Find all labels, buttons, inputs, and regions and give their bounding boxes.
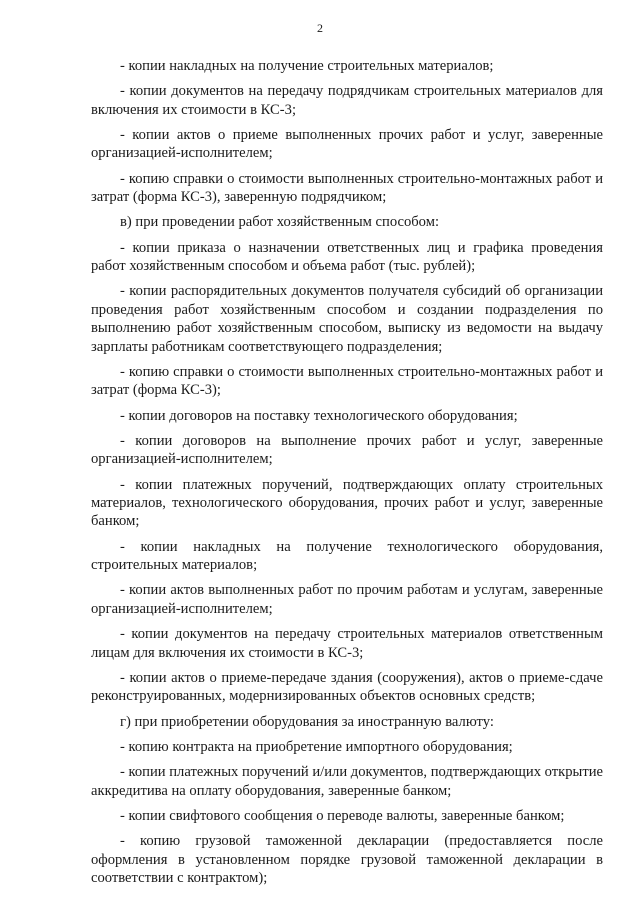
paragraph: - копии документов на передачу строительных материалов ответственным лицам для включения их стоимости в КС-3; [91, 626, 603, 661]
paragraph: - копии распорядительных документов получателя субсидий об организации проведения работ хозяйственным способом и создании подразделения по выполнению работ хозяйственным способом, выписку из ведомости на выдачу зарплаты работникам соответствующего подразделения; [91, 283, 603, 355]
paragraph: - копии договоров на выполнение прочих работ и услуг, заверенные организацией-исполнителем; [91, 432, 603, 468]
paragraph: - копии актов выполненных работ по прочим работам и услугам, заверенные организацией-исполнителем; [91, 582, 603, 617]
page-number: 2 [317, 21, 323, 35]
paragraph: - копию справки о стоимости выполненных строительно-монтажных работ и затрат (форма КС-3), заверенную подрядчиком; [91, 170, 603, 206]
paragraph: - копии платежных поручений и/или документов, подтверждающих открытие аккредитива на оплату оборудования, заверенные банком; [91, 764, 603, 799]
paragraph: - копию грузовой таможенной декларации (предоставляется после оформления в установленном порядке грузовой таможенной декларации в соответствии с контрактом); [91, 833, 603, 886]
paragraph: - копии документов на передачу подрядчикам строительных материалов для включения их стоимости в КС-3; [91, 83, 603, 118]
section-heading: в) при проведении работ хозяйственным способом: [120, 214, 439, 231]
paragraph: - копии накладных на получение строительных материалов; [120, 58, 494, 74]
document-body [91, 57, 603, 894]
paragraph: - копии приказа о назначении ответственных лиц и графика проведения работ хозяйственным способом и объема работ (тыс. рублей); [91, 239, 603, 275]
paragraph: - копии актов о приеме-передаче здания (сооружения), актов о приеме-сдаче реконструированных, модернизированных объектов основных средств; [91, 669, 603, 705]
section-heading: г) при приобретении оборудования за иностранную валюту: [120, 713, 494, 730]
paragraph: - копии платежных поручений, подтверждающих оплату строительных материалов, технологического оборудования, прочих работ и услуг, заверенные банком; [91, 476, 603, 530]
paragraph: - копии договоров на поставку технологического оборудования; [120, 407, 518, 424]
paragraph: - копию контракта на приобретение импортного оборудования; [120, 738, 513, 755]
paragraph: - копии накладных на получение технологического оборудования, строительных материалов; [91, 538, 603, 574]
paragraph: - копии свифтового сообщения о переводе валюты, заверенные банком; [120, 807, 565, 824]
paragraph: - копию справки о стоимости выполненных строительно-монтажных работ и затрат (форма КС-3); [91, 363, 603, 399]
paragraph: - копии актов о приеме выполненных прочих работ и услуг, заверенные организацией-исполнителем; [91, 127, 603, 162]
